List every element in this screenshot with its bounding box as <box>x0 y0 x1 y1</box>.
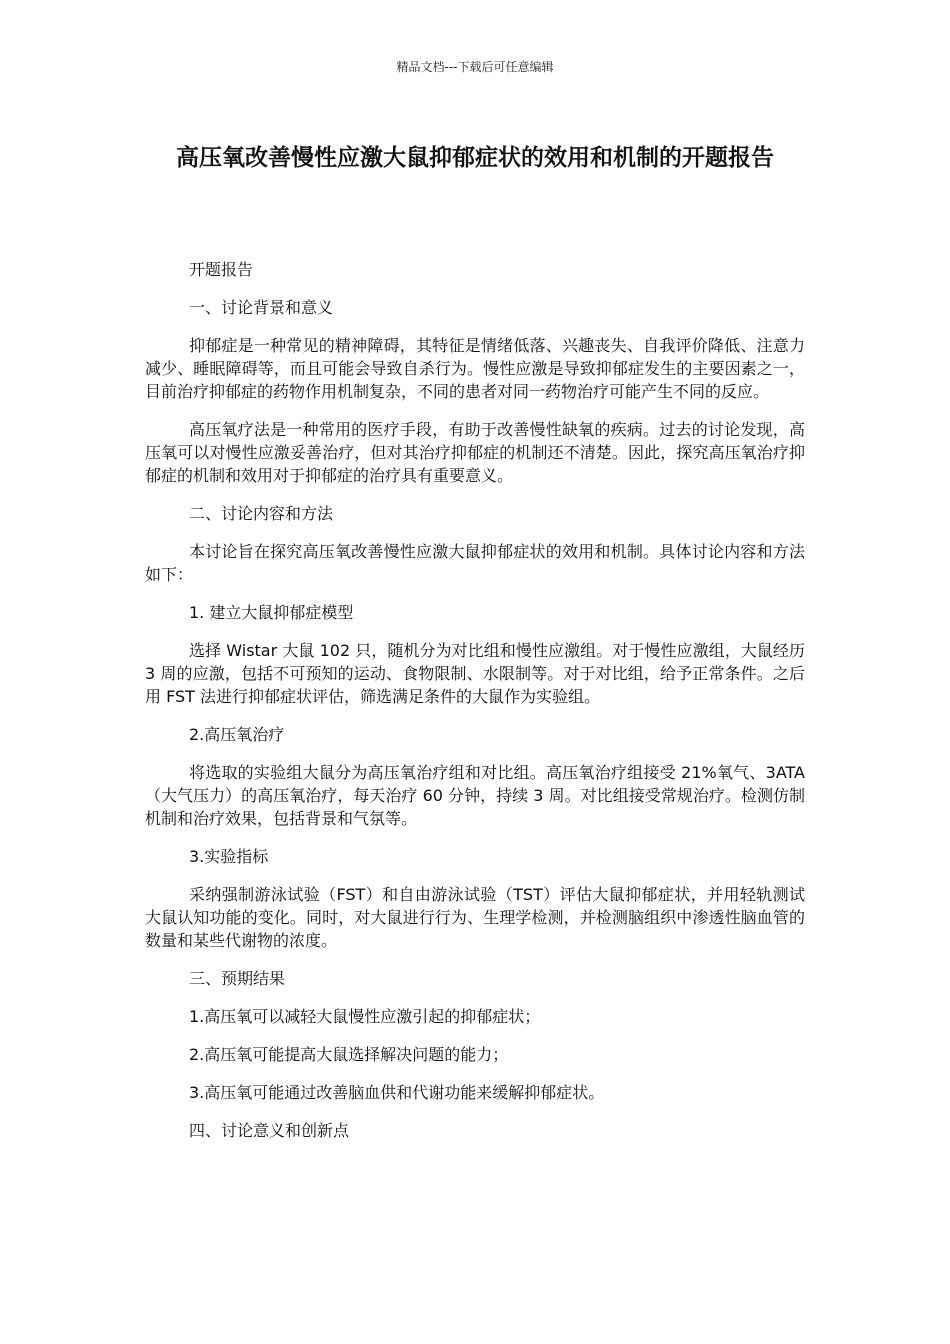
paragraph: 本讨论旨在探究高压氧改善慢性应激大鼠抑郁症状的效用和机制。具体讨论内容和方法如下： <box>145 542 805 584</box>
paragraph: 选择 Wistar 大鼠 102 只，随机分为对比组和慢性应激组。对于慢性应激组，大鼠经历 3 周的应激，包括不可预知的运动、食物限制、水限制等。对于对比组，给予正常条件。之后用 FST 法进行抑郁症状评估，筛选满足条件的大鼠作为实验组。 <box>145 641 805 706</box>
section-heading-significance: 四、讨论意义和创新点 <box>189 1121 350 1140</box>
section-heading-background: 一、讨论背景和意义 <box>189 298 334 317</box>
result-item: 3.高压氧可能通过改善脑血供和代谢功能来缓解抑郁症状。 <box>189 1083 605 1102</box>
section-heading-expected-results: 三、预期结果 <box>189 969 286 988</box>
document-title: 高压氧改善慢性应激大鼠抑郁症状的效用和机制的开题报告 <box>176 145 774 171</box>
paragraph: 高压氧疗法是一种常用的医疗手段，有助于改善慢性缺氧的疾病。过去的讨论发现，高压氧可以对慢性应激妥善治疗，但对其治疗抑郁症的机制还不清楚。因此，探究高压氧治疗抑郁症的机制和效用对于抑郁症的治疗具有重要意义。 <box>145 420 805 485</box>
section-heading-content-methods: 二、讨论内容和方法 <box>189 504 334 523</box>
paragraph: 采纳强制游泳试验（FST）和自由游泳试验（TST）评估大鼠抑郁症状，并用轻轨测试大鼠认知功能的变化。同时，对大鼠进行行为、生理学检测，并检测脑组织中渗透性脑血管的数量和某些代谢物的浓度。 <box>145 885 805 950</box>
paragraph: 将选取的实验组大鼠分为高压氧治疗组和对比组。高压氧治疗组接受 21%氧气、3ATA（大气压力）的高压氧治疗，每天治疗 60 分钟，持续 3 周。对比组接受常规治疗。检测仿制机制和治疗效果，包括背景和气氛等。 <box>145 763 805 828</box>
subheading-model: 1. 建立大鼠抑郁症模型 <box>189 603 354 622</box>
document-body <box>145 258 805 1157</box>
header-note: 精品文档---下载后可任意编辑 <box>396 60 554 74</box>
subheading-treatment: 2.高压氧治疗 <box>189 725 285 744</box>
paragraph: 抑郁症是一种常见的精神障碍，其特征是情绪低落、兴趣丧失、自我评价降低、注意力减少、睡眠障碍等，而且可能会导致自杀行为。慢性应激是导致抑郁症发生的主要因素之一，目前治疗抑郁症的药物作用机制复杂，不同的患者对同一药物治疗可能产生不同的反应。 <box>145 336 805 401</box>
subheading-indicators: 3.实验指标 <box>189 847 269 866</box>
result-item: 2.高压氧可能提高大鼠选择解决问题的能力； <box>189 1045 509 1064</box>
paragraph-report-label: 开题报告 <box>189 260 254 279</box>
result-item: 1.高压氧可以减轻大鼠慢性应激引起的抑郁症状； <box>189 1007 541 1026</box>
